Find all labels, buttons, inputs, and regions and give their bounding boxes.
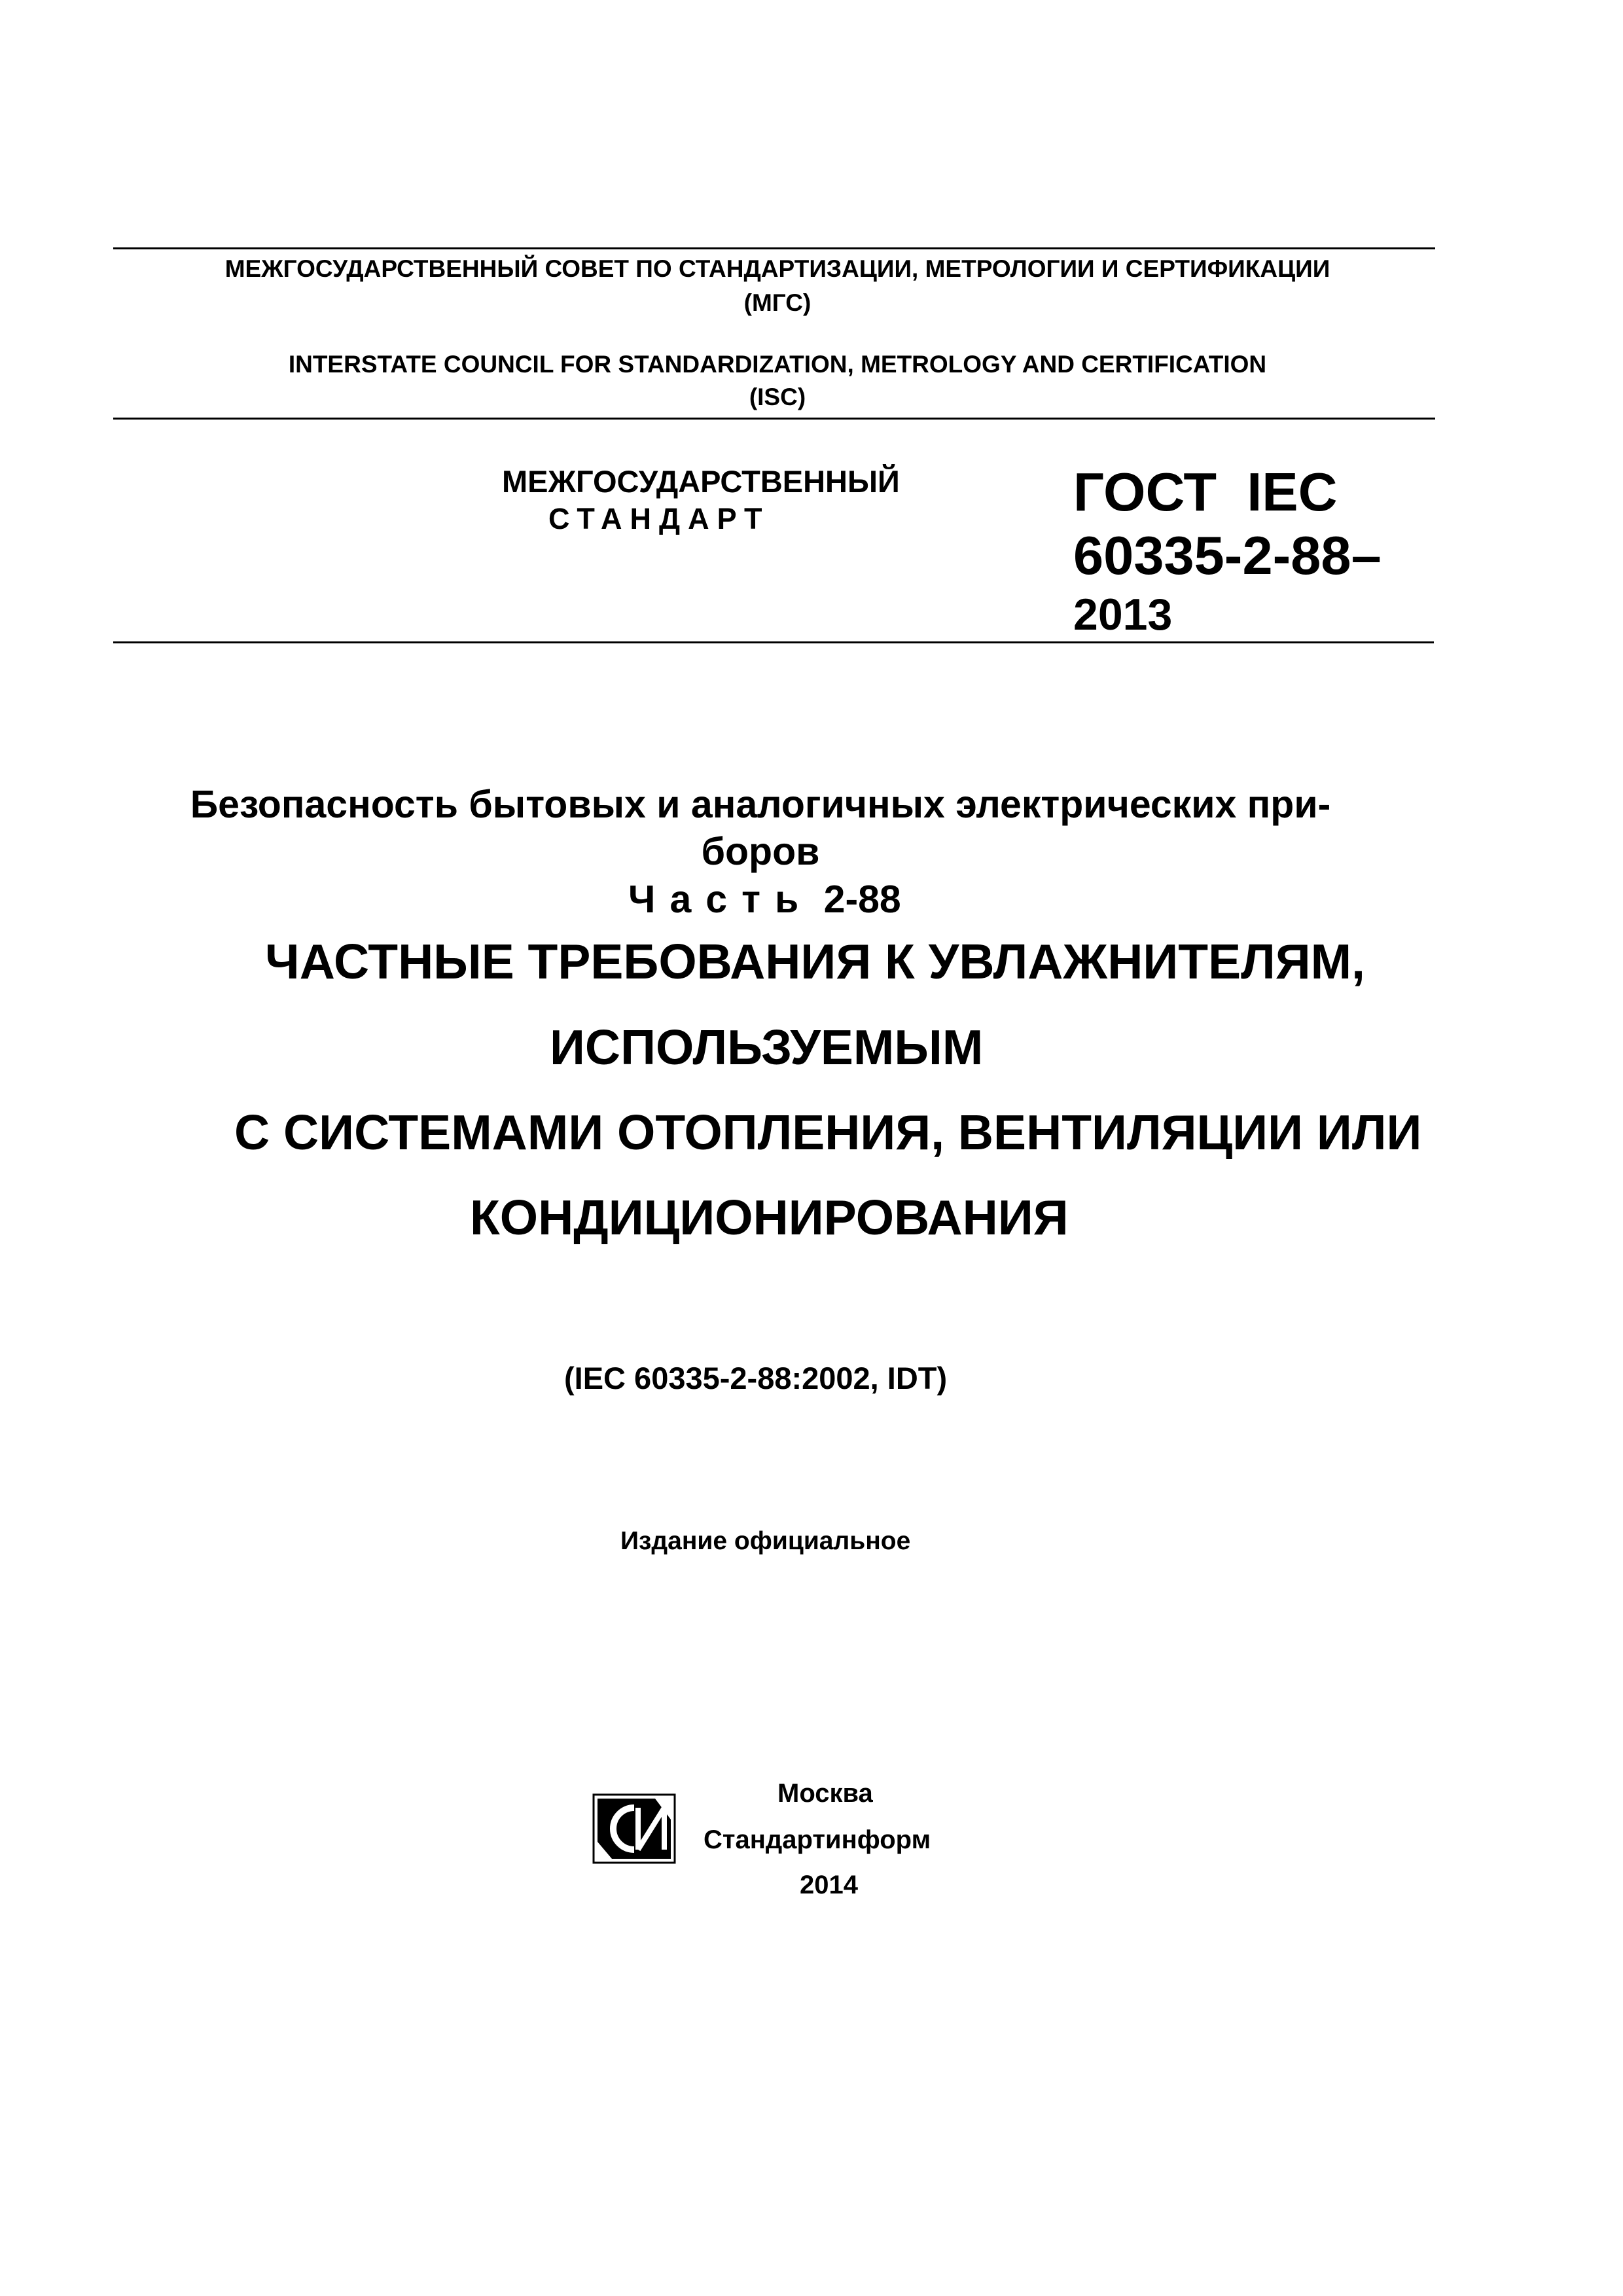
part-label <box>628 880 901 919</box>
header-rule <box>113 641 1434 643</box>
standard-designation-line1: ГОСТ IEC <box>1073 461 1338 522</box>
publisher-name: Стандартинформ <box>704 1825 931 1854</box>
top-rule <box>113 247 1435 249</box>
standartinform-logo-icon <box>592 1793 676 1864</box>
council-name-en: INTERSTATE COUNCIL FOR STANDARDIZATION, METROLOGY AND CERTIFICATION <box>288 351 1267 378</box>
subtitle-line4: КОНДИЦИОНИРОВАНИЯ <box>470 1190 1069 1245</box>
subtitle-line3: С СИСТЕМАМИ ОТОПЛЕНИЯ, ВЕНТИЛЯЦИИ ИЛИ <box>234 1105 1422 1160</box>
part-word: Часть <box>628 878 813 921</box>
publisher-year: 2014 <box>800 1871 858 1899</box>
council-name-ru: МЕЖГОСУДАРСТВЕННЫЙ СОВЕТ ПО СТАНДАРТИЗАЦИИ, МЕТРОЛОГИИ И СЕРТИФИКАЦИИ <box>224 255 1330 282</box>
council-rule <box>113 418 1435 420</box>
standard-type-line2: СТАНДАРТ <box>548 502 770 535</box>
council-abbr-ru: (МГС) <box>743 289 812 316</box>
edition-label: Издание официальное <box>620 1527 911 1555</box>
part-number: 2-88 <box>823 878 901 921</box>
publisher-city: Москва <box>777 1779 873 1808</box>
iec-reference: (IEC 60335-2-88:2002, IDT) <box>564 1361 948 1395</box>
standard-type-line1: МЕЖГОСУДАРСТВЕННЫЙ <box>502 464 900 499</box>
title-line2: боров <box>701 830 820 873</box>
subtitle-line2: ИСПОЛЬЗУЕМЫМ <box>550 1020 984 1075</box>
standard-designation-line3: 2013 <box>1073 590 1173 639</box>
council-abbr-en: (ISC) <box>749 384 806 410</box>
title-line1: Безопасность бытовых и аналогичных электрических при- <box>190 783 1331 826</box>
standard-designation-line2: 60335-2-88– <box>1073 525 1382 586</box>
subtitle-line1: ЧАСТНЫЕ ТРЕБОВАНИЯ К УВЛАЖНИТЕЛЯМ, <box>265 934 1365 989</box>
